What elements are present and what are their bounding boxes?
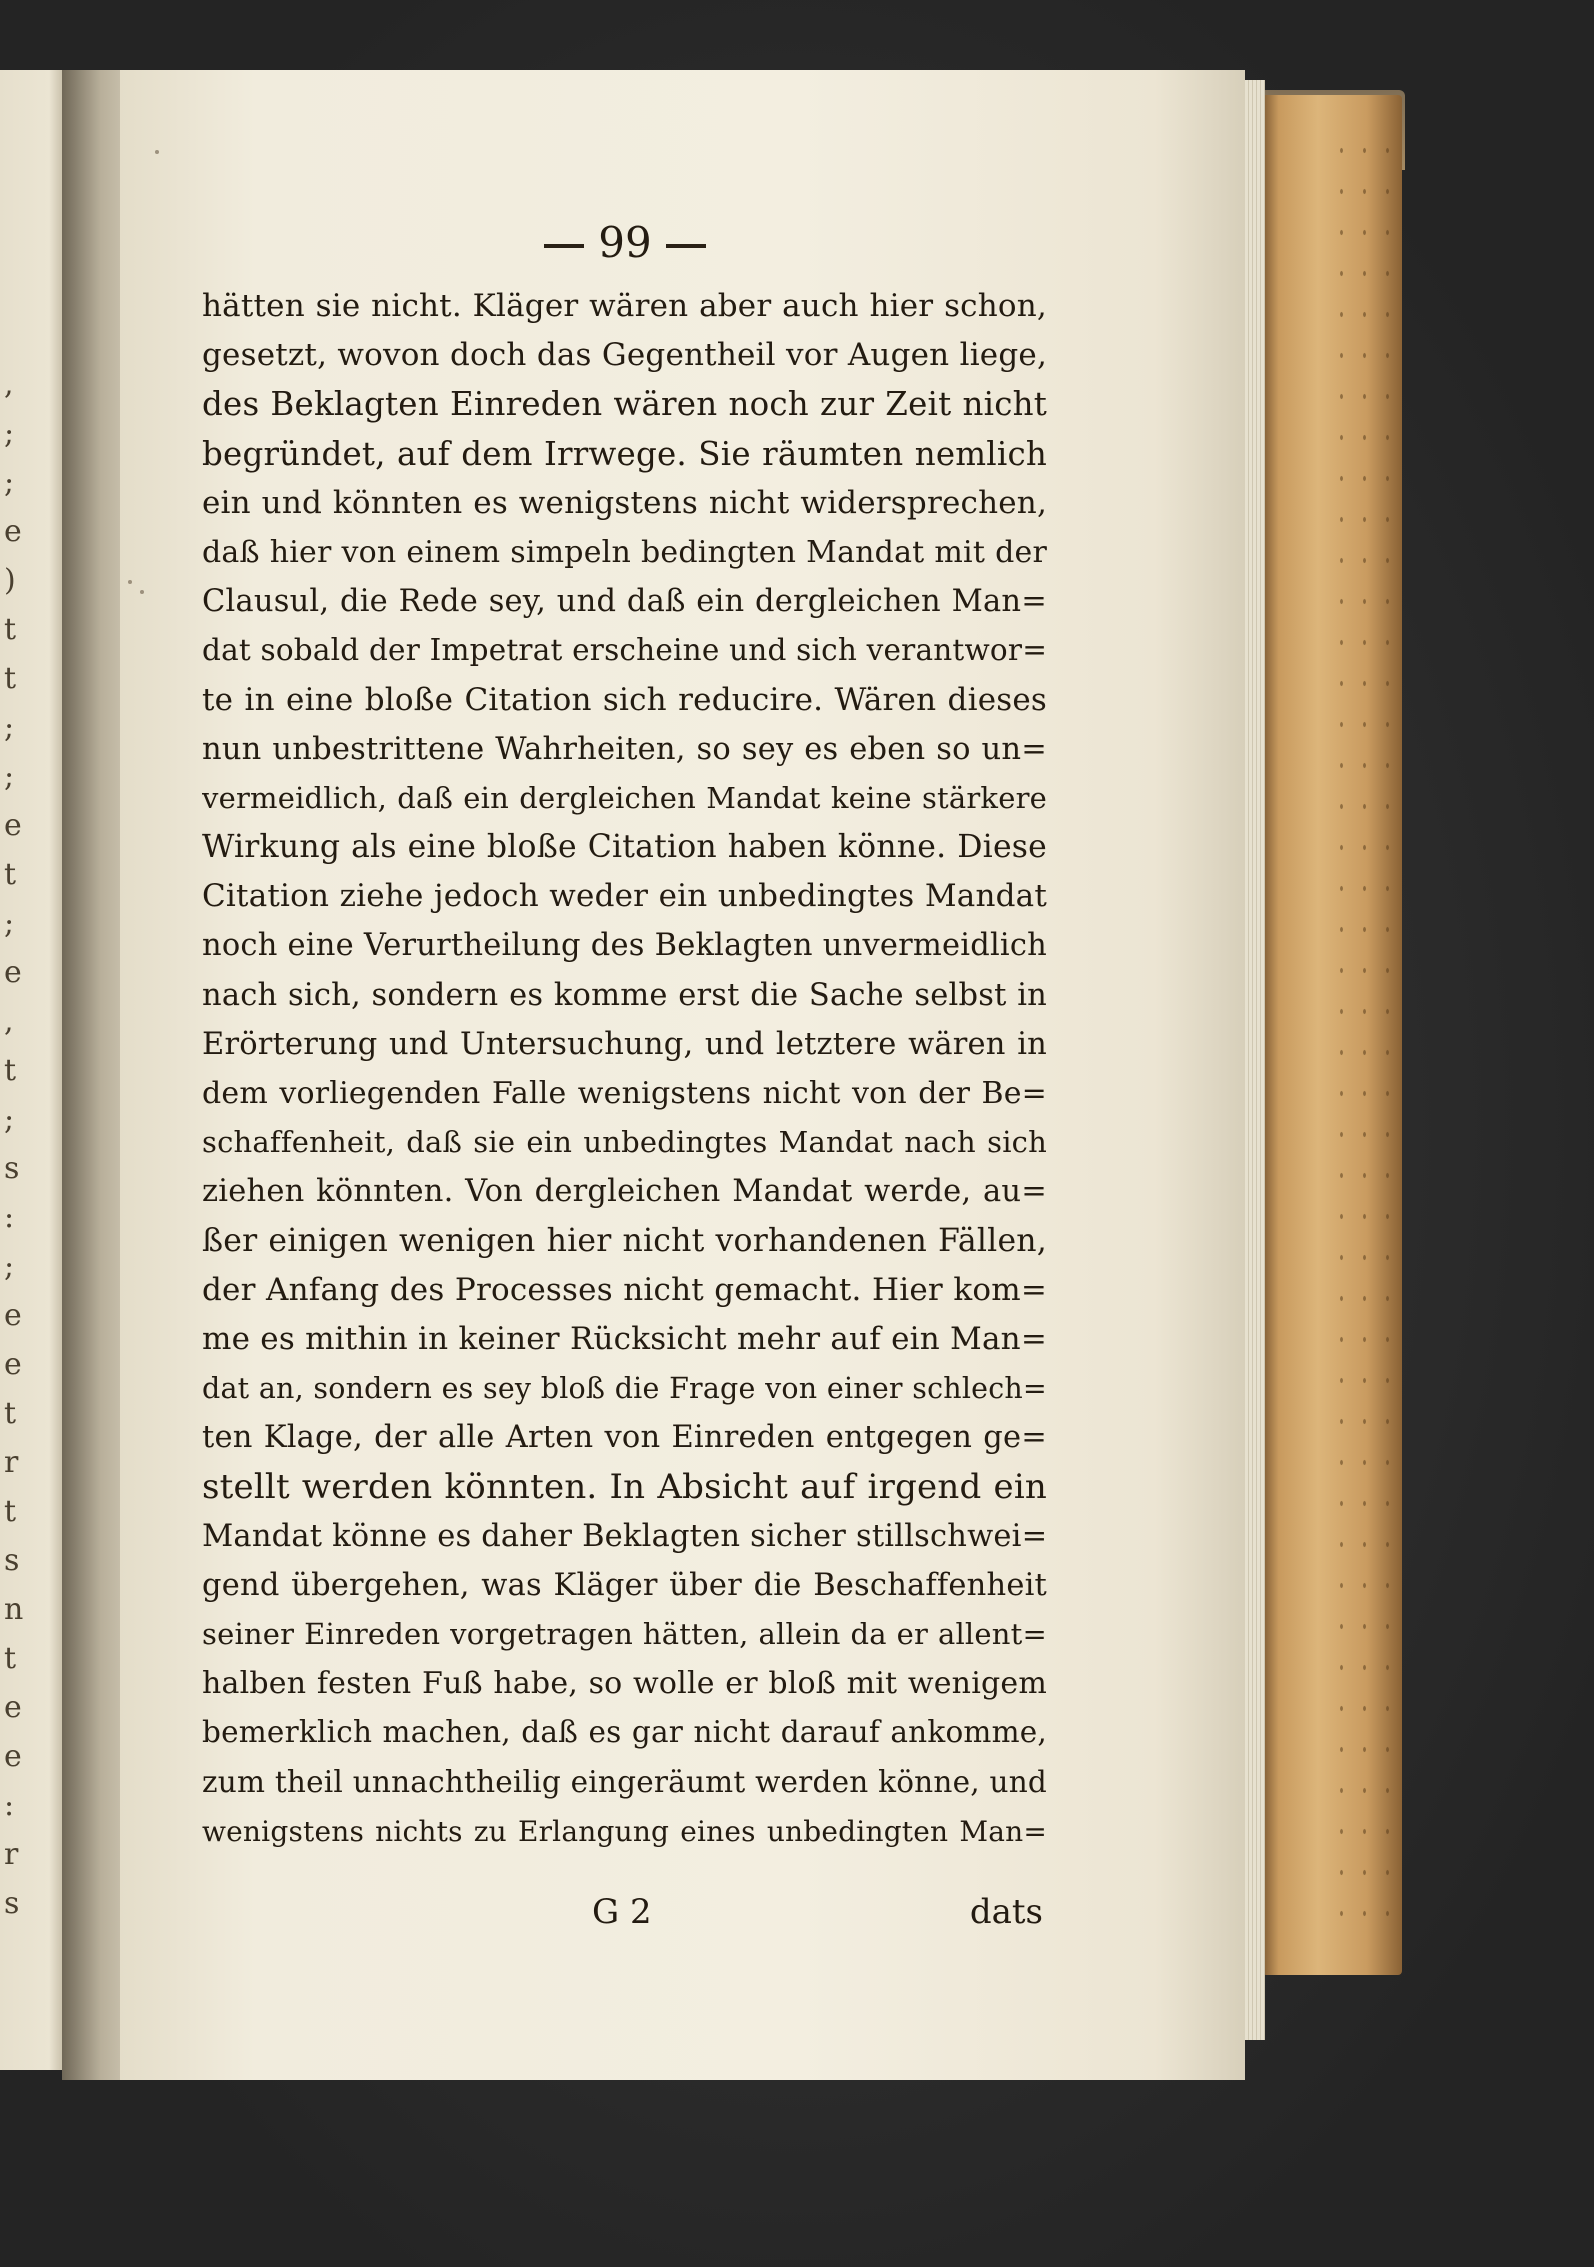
- text-line: ziehen könnten. Von dergleichen Mandat werde, au=: [202, 1174, 1047, 1210]
- left-page-mark: e: [4, 1347, 22, 1382]
- text-line: nun unbestrittene Wahrheiten, so sey es eben so un=: [202, 731, 1047, 767]
- text-line: gesetzt, wovon doch das Gegentheil vor Augen liege,: [202, 337, 1047, 374]
- left-page-mark: t: [4, 661, 17, 696]
- text-line: der Anfang des Processes nicht gemacht. Hier kom=: [202, 1271, 1047, 1308]
- text-line: dem vorliegenden Falle wenigstens nicht von der Be=: [202, 1076, 1047, 1111]
- left-page-mark: ): [4, 563, 16, 598]
- text-line: nach sich, sondern es komme erst die Sache selbst in: [202, 977, 1047, 1013]
- previous-page-edge: [0, 70, 70, 2070]
- text-line: hätten sie nicht. Kläger wären aber auch hier schon,: [202, 288, 1047, 324]
- left-page-mark: r: [4, 1445, 19, 1480]
- left-page-mark: e: [4, 1298, 22, 1333]
- left-page-mark: t: [4, 1641, 17, 1676]
- signature-mark: G 2: [592, 1892, 652, 1932]
- left-page-mark: ;: [4, 1102, 15, 1137]
- header-dash-right: [666, 244, 706, 248]
- left-page-mark: s: [4, 1543, 20, 1578]
- left-page-mark: r: [4, 1837, 19, 1872]
- paper-speck: [140, 590, 144, 594]
- text-line: bemerklich machen, daß es gar nicht darauf ankomme,: [202, 1715, 1047, 1750]
- left-page-mark: ;: [4, 759, 15, 794]
- left-page-mark: s: [4, 1151, 20, 1186]
- text-line: dat sobald der Impetrat erscheine und sich verantwor=: [202, 633, 1047, 668]
- left-page-mark: t: [4, 1053, 17, 1088]
- left-page-mark: ;: [4, 1249, 15, 1284]
- left-page-mark: e: [4, 514, 22, 549]
- body-text: [202, 282, 1047, 1856]
- text-line: noch eine Verurtheilung des Beklagten unvermeidlich: [202, 928, 1047, 964]
- cover-foxing: [1330, 130, 1390, 1930]
- text-line: daß hier von einem simpeln bedingten Mandat mit der: [202, 534, 1047, 570]
- text-line: stellt werden könnten. In Absicht auf irgend ein: [202, 1466, 1047, 1507]
- text-line: ein und könnten es wenigstens nicht widersprechen,: [202, 484, 1047, 521]
- left-page-mark: s: [4, 1886, 20, 1921]
- page-header: [505, 218, 745, 278]
- text-line: gend übergehen, was Kläger über die Beschaffenheit: [202, 1567, 1047, 1603]
- paper-speck: [155, 150, 159, 154]
- paper-speck: [128, 580, 132, 584]
- left-page-mark: ;: [4, 416, 15, 451]
- left-page-mark: t: [4, 1396, 17, 1431]
- left-page-mark: ;: [4, 465, 15, 500]
- catchword: dats: [969, 1892, 1043, 1932]
- header-dash-left: [544, 244, 584, 248]
- text-line: vermeidlich, daß ein dergleichen Mandat keine stärkere: [202, 780, 1047, 815]
- text-line: halben festen Fuß habe, so wolle er bloß mit wenigem: [202, 1666, 1047, 1702]
- previous-page-line-endings: [4, 360, 24, 2040]
- left-page-mark: :: [4, 1200, 15, 1235]
- left-page-mark: t: [4, 1494, 17, 1529]
- text-line: Mandat könne es daher Beklagten sicher stillschwei=: [202, 1518, 1047, 1554]
- text-line: wenigstens nichts zu Erlangung eines unbedingten Man=: [202, 1814, 1047, 1848]
- text-line: Clausul, die Rede sey, und daß ein dergleichen Man=: [202, 584, 1047, 620]
- text-line: des Beklagten Einreden wären noch zur Zeit nicht: [202, 385, 1047, 424]
- text-line: me es mithin in keiner Rücksicht mehr auf ein Man=: [202, 1320, 1047, 1357]
- text-line: ten Klage, der alle Arten von Einreden entgegen ge=: [202, 1420, 1047, 1456]
- left-page-mark: ,: [4, 367, 14, 402]
- text-line: Citation ziehe jedoch weder ein unbedingtes Mandat: [202, 878, 1047, 915]
- text-line: Wirkung als eine bloße Citation haben könne. Diese: [202, 829, 1047, 866]
- left-page-mark: :: [4, 1788, 15, 1823]
- left-page-mark: t: [4, 612, 17, 647]
- text-line: schaffenheit, daß sie ein unbedingtes Mandat nach sich: [202, 1125, 1047, 1160]
- text-line: ßer einigen wenigen hier nicht vorhandenen Fällen,: [202, 1222, 1047, 1259]
- text-line: seiner Einreden vorgetragen hätten, allein da er allent=: [202, 1617, 1047, 1652]
- left-page-mark: e: [4, 955, 22, 990]
- left-page-mark: ;: [4, 906, 15, 941]
- left-page-mark: e: [4, 1739, 22, 1774]
- text-line: begründet, auf dem Irrwege. Sie räumten nemlich: [202, 434, 1047, 473]
- page-footer: [202, 1892, 1047, 1942]
- text-line: Erörterung und Untersuchung, und letztere wären in: [202, 1026, 1047, 1062]
- left-page-mark: ,: [4, 1004, 14, 1039]
- page-number: 99: [598, 218, 652, 267]
- text-line: te in eine bloße Citation sich reducire. Wären dieses: [202, 681, 1047, 718]
- left-page-mark: t: [4, 857, 17, 892]
- left-page-mark: n: [4, 1592, 24, 1627]
- text-line: dat an, sondern es sey bloß die Frage von einer schlech=: [202, 1372, 1047, 1406]
- left-page-mark: e: [4, 1690, 22, 1725]
- left-page-mark: e: [4, 808, 22, 843]
- text-line: zum theil unnachtheilig eingeräumt werden könne, und: [202, 1764, 1047, 1799]
- left-page-mark: ;: [4, 710, 15, 745]
